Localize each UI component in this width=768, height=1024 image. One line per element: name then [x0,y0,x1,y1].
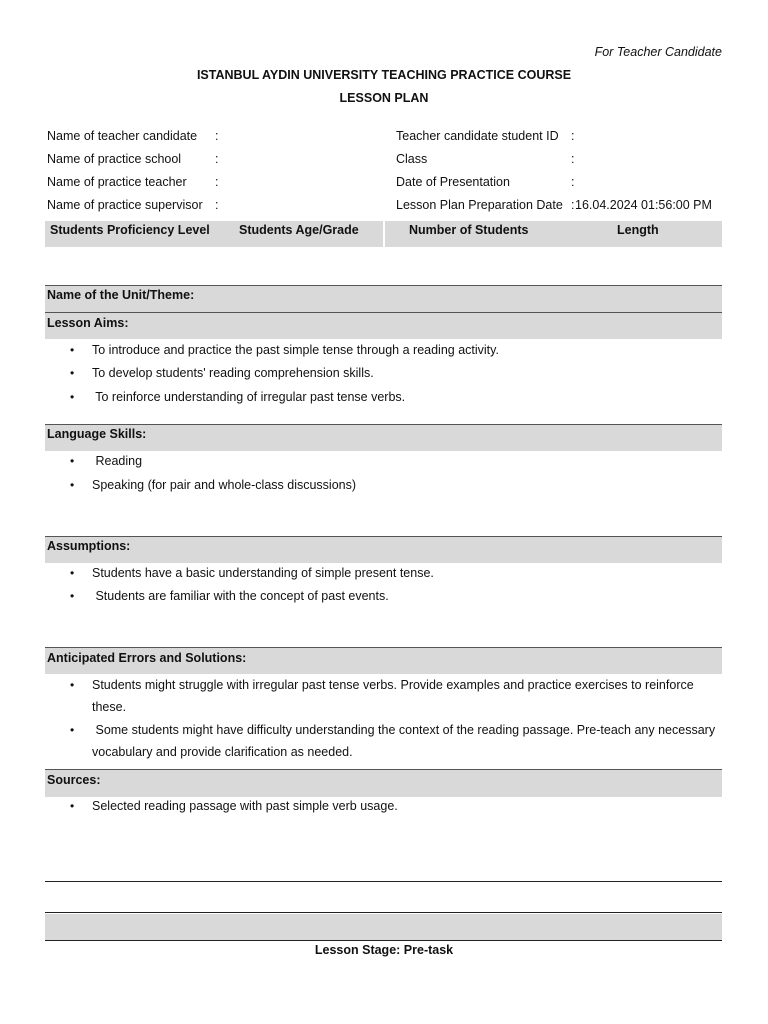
divider [45,881,722,882]
language-skills-band [45,424,722,451]
errors-heading: Anticipated Errors and Solutions: [47,651,247,665]
info-sep: : [571,198,575,212]
language-skills-heading: Language Skills: [47,427,147,441]
list-item: • Some students might have difficulty understanding the context of the reading passage. Pre-teach any necessary vocabulary and provide clarification as needed. [0,719,768,763]
info-sep: : [571,152,575,166]
info-sep: : [215,129,219,143]
student-id-label: Teacher candidate student ID [396,129,559,143]
bullet-icon: • [70,589,75,603]
lesson-stage-label: Lesson Stage: Pre-task [314,943,454,957]
list-item: • To reinforce understanding of irregular past tense verbs. [0,386,768,408]
practice-supervisor-label: Name of practice supervisor [47,198,203,212]
preparation-date-label: Lesson Plan Preparation Date [396,198,563,212]
bullet-icon: • [70,390,75,404]
unit-theme-heading: Name of the Unit/Theme: [47,288,195,302]
lesson-aims-band [45,312,722,339]
assumptions-band [45,536,722,563]
class-label: Class [396,152,428,166]
bullet-icon: • [70,566,75,580]
teacher-candidate-label: Name of teacher candidate [47,129,198,143]
assumptions-heading: Assumptions: [47,539,131,553]
practice-teacher-label: Name of practice teacher [47,175,187,189]
list-item: • Students might struggle with irregular past tense verbs. Provide examples and practice exercises to reinforce these. [0,674,768,718]
col-length: Length [617,223,659,237]
bullet-icon: • [70,799,75,813]
bullet-icon: • [70,723,75,737]
practice-school-label: Name of practice school [47,152,182,166]
info-sep: : [215,198,219,212]
document-title: ISTANBUL AYDIN UNIVERSITY TEACHING PRACTICE COURSE [196,68,572,82]
info-sep: : [571,129,575,143]
lesson-aims-heading: Lesson Aims: [47,316,129,330]
bullet-icon: • [70,678,75,692]
sources-band [45,769,722,797]
preparation-date-value: 16.04.2024 01:56:00 PM [575,198,712,212]
list-item: • Speaking (for pair and whole-class discussions) [0,474,768,496]
list-item: • Students are familiar with the concept of past events. [0,585,768,607]
list-item: • Reading [0,450,768,472]
col-age-grade: Students Age/Grade [239,223,359,237]
list-item: • To introduce and practice the past simple tense through a reading activity. [0,339,768,361]
bullet-icon: • [70,454,75,468]
list-item: • Selected reading passage with past simple verb usage. [0,795,768,817]
bullet-icon: • [70,343,75,357]
col-proficiency-level: Students Proficiency Level [50,223,210,237]
stage-band [45,914,722,941]
col-number-students: Number of Students [409,223,529,237]
info-sep: : [571,175,575,189]
info-sep: : [215,152,219,166]
bullet-icon: • [70,478,75,492]
bullet-icon: • [70,366,75,380]
teacher-candidate-note: For Teacher Candidate [594,45,722,59]
list-item: • To develop students' reading comprehension skills. [0,362,768,384]
divider [45,912,722,913]
info-sep: : [215,175,219,189]
document-subtitle: LESSON PLAN [339,91,429,105]
list-item: • Students have a basic understanding of simple present tense. [0,562,768,584]
presentation-date-label: Date of Presentation [396,175,510,189]
sources-heading: Sources: [47,773,101,787]
